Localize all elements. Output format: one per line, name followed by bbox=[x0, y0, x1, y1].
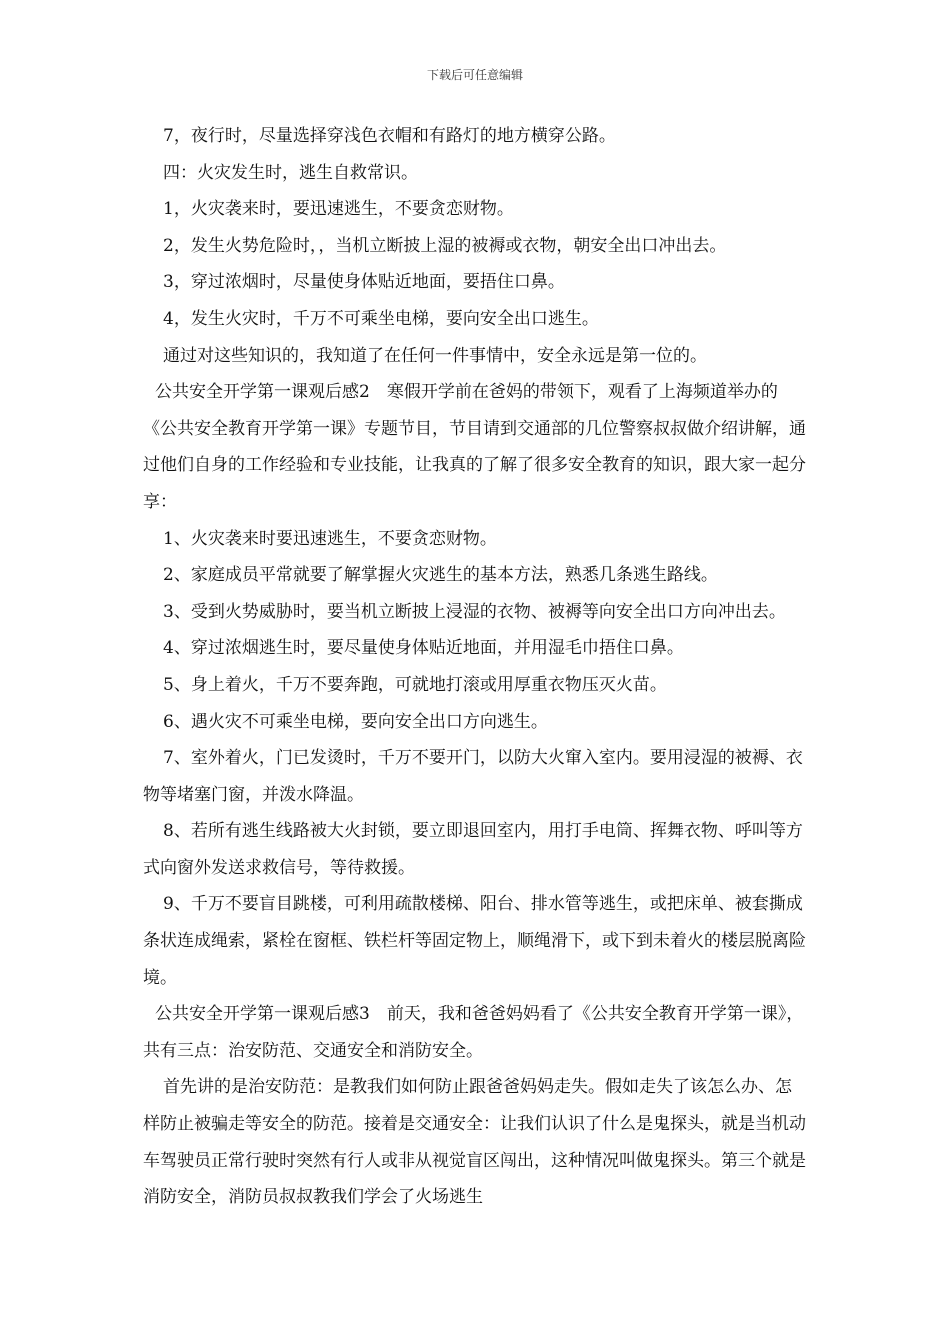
paragraph: 7、室外着火，门已发烫时，千万不要开门，以防大火窜入室内。要用浸湿的被褥、衣物等堵塞门窗，并泼水降温。 bbox=[143, 748, 803, 805]
paragraph: 四：火灾发生时，逃生自救常识。 bbox=[163, 162, 418, 183]
paragraph: 公共安全开学第一课观后感3 前天，我和爸爸妈妈看了《公共安全教育开学第一课》，共有三点：治安防范、交通安全和消防安全。 bbox=[143, 1004, 804, 1061]
paragraph: 3，穿过浓烟时，尽量使身体贴近地面，要捂住口鼻。 bbox=[163, 272, 565, 293]
paragraph: 6、遇火灾不可乘坐电梯，要向安全出口方向逃生。 bbox=[163, 711, 548, 732]
paragraph: 5、身上着火，千万不要奔跑，可就地打滚或用厚重衣物压灭火苗。 bbox=[163, 674, 667, 695]
paragraph: 4，发生火灾时，千万不可乘坐电梯，要向安全出口逃生。 bbox=[163, 308, 599, 329]
paragraph: 9、千万不要盲目跳楼，可利用疏散楼梯、阳台、排水管等逃生，或把床单、被套撕成条状连成绳索，紧栓在窗框、铁栏杆等固定物上，顺绳滑下，或下到未着火的楼层脱离险境。 bbox=[143, 894, 806, 988]
document-body bbox=[143, 118, 807, 1216]
paragraph: 3、受到火势威胁时，要当机立断披上浸湿的衣物、被褥等向安全出口方向冲出去。 bbox=[163, 601, 786, 622]
paragraph: 1，火灾袭来时，要迅速逃生，不要贪恋财物。 bbox=[163, 199, 514, 220]
paragraph: 4、穿过浓烟逃生时，要尽量使身体贴近地面，并用湿毛巾捂住口鼻。 bbox=[163, 638, 684, 659]
paragraph: 8、若所有逃生线路被大火封锁，要立即退回室内，用打手电筒、挥舞衣物、呼叫等方式向窗外发送求救信号，等待救援。 bbox=[143, 821, 803, 878]
paragraph: 通过对这些知识的，我知道了在任何一件事情中，安全永远是第一位的。 bbox=[163, 345, 707, 366]
paragraph: 1、火灾袭来时要迅速逃生，不要贪恋财物。 bbox=[163, 528, 497, 549]
paragraph: 首先讲的是治安防范：是教我们如何防止跟爸爸妈妈走失。假如走失了该怎么办、怎样防止被骗走等安全的防范。接着是交通安全：让我们认识了什么是鬼探头，就是当机动车驾驶员正常行驶时突然有行人或非从视觉盲区闯出，这种情况叫做鬼探头。第三个就是消防安全，消防员叔叔教我们学会了火场逃生 bbox=[143, 1077, 806, 1208]
page-header: 下载后可任意编辑 bbox=[426, 68, 523, 82]
paragraph: 2、家庭成员平常就要了解掌握火灾逃生的基本方法，熟悉几条逃生路线。 bbox=[163, 565, 718, 586]
paragraph: 公共安全开学第一课观后感2 寒假开学前在爸妈的带领下，观看了上海频道举办的《公共安全教育开学第一课》专题节目，节目请到交通部的几位警察叔叔做介绍讲解，通过他们自身的工作经验和专业技能，让我真的了解了很多安全教育的知识，跟大家一起分享： bbox=[143, 382, 806, 512]
paragraph: 2，发生火势危险时，，当机立断披上湿的被褥或衣物，朝安全出口冲出去。 bbox=[163, 235, 727, 256]
paragraph: 7，夜行时，尽量选择穿浅色衣帽和有路灯的地方横穿公路。 bbox=[163, 126, 616, 146]
